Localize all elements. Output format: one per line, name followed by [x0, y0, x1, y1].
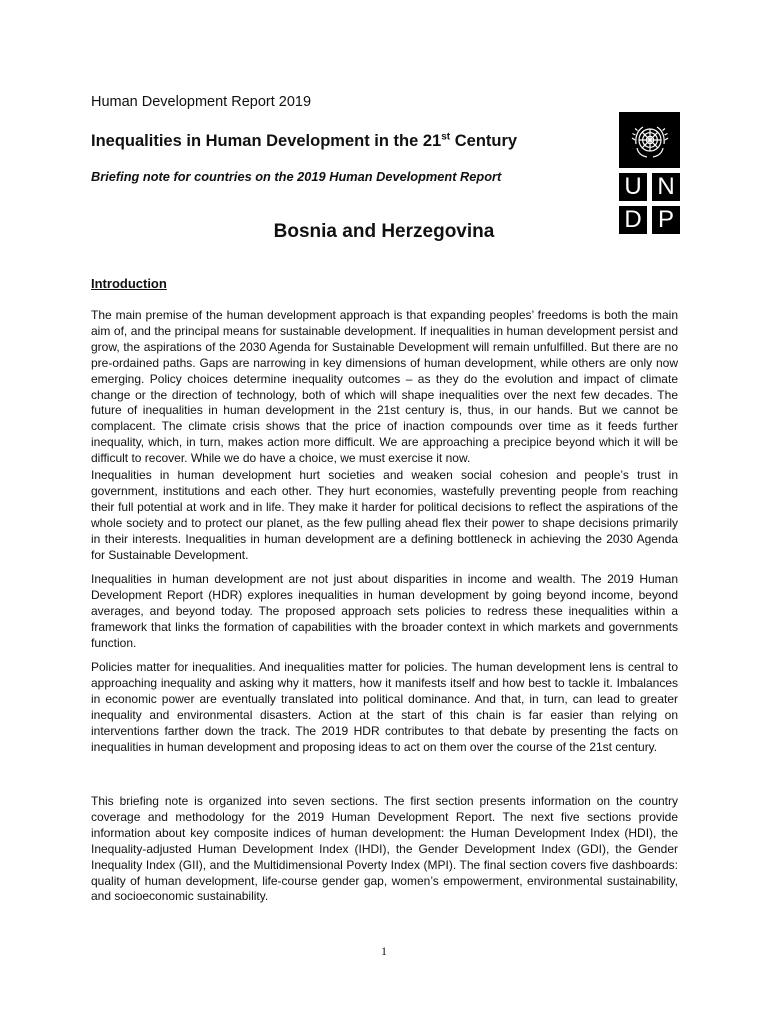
- logo-letter-p: P: [652, 206, 680, 234]
- logo-letter-d: D: [619, 206, 647, 234]
- page-number: 1: [381, 944, 387, 958]
- logo-letter-u: U: [619, 173, 647, 201]
- title-end-text: Century: [450, 132, 518, 150]
- section-heading-introduction: Introduction: [91, 276, 167, 291]
- paragraph-1: The main premise of the human development approach is that expanding peoples’ freedoms is both the main aim of, and the principal means for sustainable development. If inequalities in human development persist and grow, the aspirations of the 2030 Agenda for Sustainable Development will remain unfulfilled. But there are no pre-ordained paths. Gaps are narrowing in key dimensions of human development, while others are only now emerging. Policy choices determine inequality outcomes – as they do the evolution and impact of climate change or the direction of technology, both of which will shape inequalities over the next few decades. The future of inequalities in human development in the 21st century is, thus, in our hands. But we cannot be complacent. The climate crisis shows that the price of inaction compounds over time as it feeds further inequality, which, in turn, makes action more difficult. We are approaching a precipice beyond which it will be difficult to recover. While we do have a choice, we must exercise it now.: [91, 308, 678, 466]
- logo-letter-n: N: [652, 173, 680, 201]
- paragraph-3: Inequalities in human development are not just about disparities in income and wealth. The 2019 Human Development Report (HDR) explores inequalities in human development by going beyond income, beyond averages, and beyond today. The proposed approach sets policies to redress these inequalities within a framework that links the formation of capabilities with the broader context in which markets and governments function.: [91, 572, 678, 650]
- title-superscript: st: [441, 131, 451, 143]
- paragraph-4: Policies matter for inequalities. And inequalities matter for policies. The human development lens is central to approaching inequality and asking why it matters, how it manifests itself and how best to tackle it. Imbalances in economic power are eventually translated into political dominance. And that, in turn, can lead to greater inequality and environmental disasters. Action at the start of this chain is far easier than relying on interventions farther down the track. The 2019 HDR contributes to that debate by presenting the facts on inequalities in human development and proposing ideas to act on them over the course of the 21st century.: [91, 660, 678, 754]
- undp-logo: [619, 112, 680, 234]
- document-subtitle: Briefing note for countries on the 2019 Human Development Report: [91, 169, 502, 184]
- title-main-text: Inequalities in Human Development in the 21: [91, 132, 442, 150]
- country-name: Bosnia and Herzegovina: [273, 221, 495, 242]
- paragraph-2: Inequalities in human development hurt societies and weaken social cohesion and people’s trust in government, institutions and each other. They hurt economies, wastefully preventing people from reaching their full potential at work and in life. They make it harder for political decisions to reflect the aspirations of the whole society and to protect our planet, as the few pulling ahead flex their power to shape decisions primarily in their interests. Inequalities in human development are a defining bottleneck in achieving the 2030 Agenda for Sustainable Development.: [91, 468, 678, 562]
- document-title: [91, 132, 517, 151]
- paragraph-5: This briefing note is organized into seven sections. The first section presents information on the country coverage and methodology for the 2019 Human Development Report. The next five sections provide information about key composite indices of human development: the Human Development Index (HDI), the Inequality-adjusted Human Development Index (IHDI), the Gender Development Index (GDI), the Gender Inequality Index (GII), and the Multidimensional Poverty Index (MPI). The final section covers five dashboards: quality of human development, life-course gender gap, women’s empowerment, environmental sustainability, and socioeconomic sustainability.: [91, 794, 678, 904]
- un-emblem-icon: [619, 112, 680, 168]
- report-line: Human Development Report 2019: [91, 94, 312, 110]
